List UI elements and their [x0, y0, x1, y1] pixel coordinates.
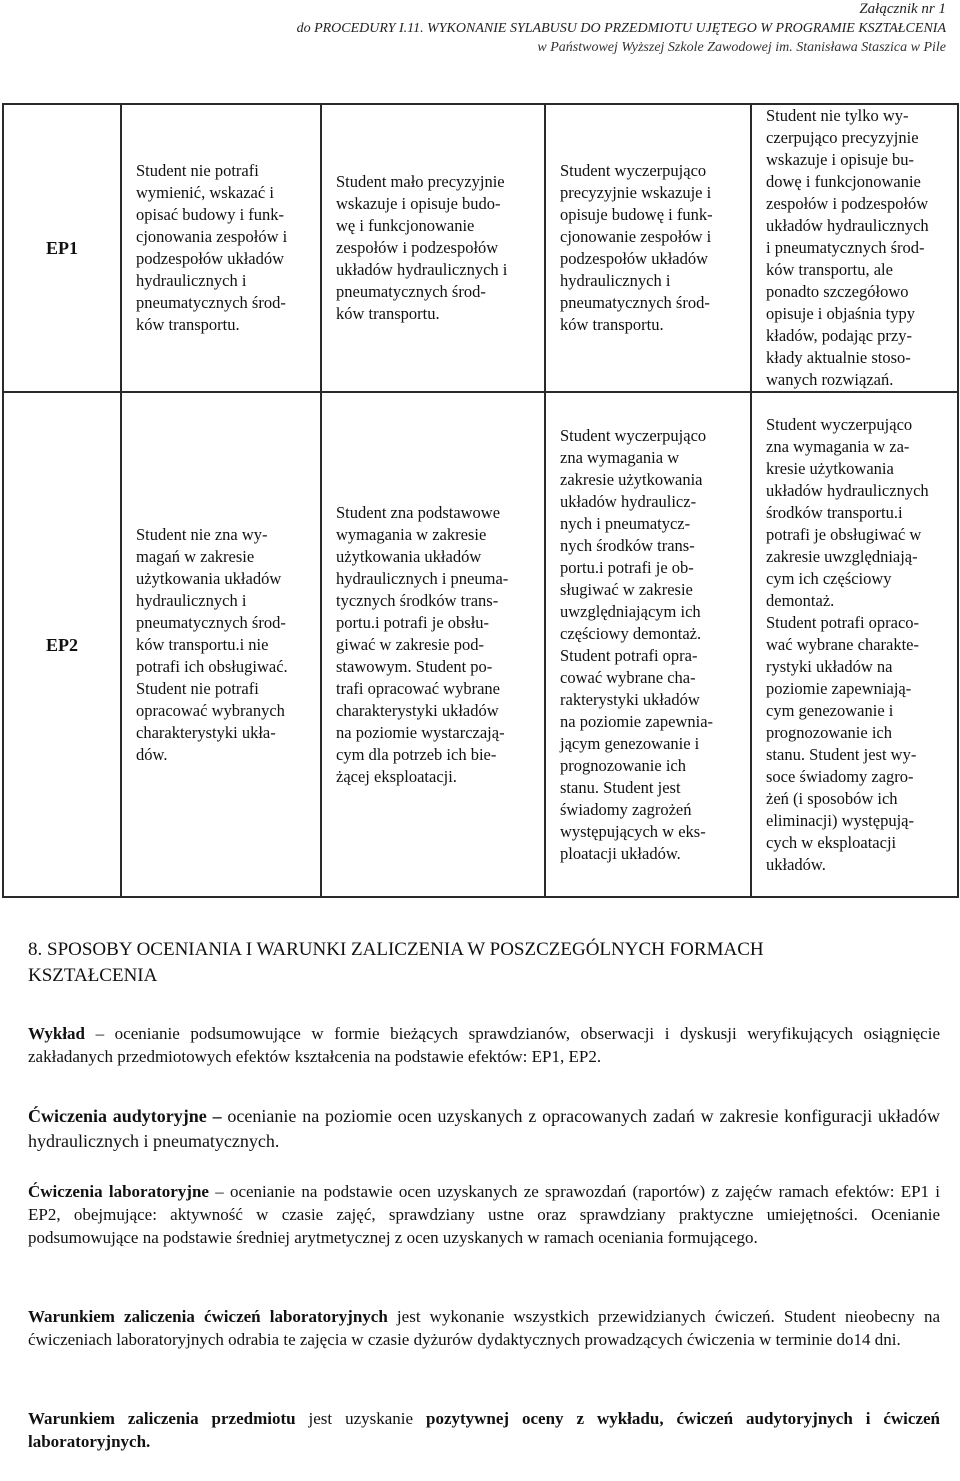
grade-cell [321, 392, 545, 897]
paragraph-label: Warunkiem zaliczenia przedmiotu [28, 1409, 296, 1428]
procedure-title: do PROCEDURY I.11. WYKONANIE SYLABUSU DO PRZEDMIOTU UJĘTEGO W PROGRAMIE KSZTAŁCENIA [296, 21, 946, 36]
effect-label: EP1 [3, 104, 121, 392]
effect-label: EP2 [3, 392, 121, 897]
paragraph-label: Ćwiczenia audytoryjne [28, 1106, 207, 1126]
grade-text: Student nie potrafi wymienić, wskazać i opisać budowy i funk- cjonowania zespołów i podzespołów układów hydraulicznych i pneumatycznych środ- ków transportu. [136, 161, 288, 334]
grade-text: Student wyczerpująco precyzyjnie wskazuje i opisuje budowę i funk- cjonowanie zespołów i podzespołów układów hydraulicznych i pneumatycznych środ- ków transportu. [560, 161, 713, 334]
grade-cell [121, 104, 321, 392]
attachment-label: Załącznik nr 1 [859, 1, 946, 17]
course-pass-condition-paragraph [28, 1407, 940, 1453]
institution-name: w Państwowej Wyższej Szkole Zawodowej im. Stanisława Staszica w Pile [537, 40, 946, 55]
paragraph-text: – ocenianie podsumowujące w formie bieżących sprawdzianów, obserwacji i dyskusji weryfikujących osiągnięcie zakładanych przedmiotowych efektów kształcenia na podstawie efektów: EP1, EP2. [28, 1024, 940, 1066]
paragraph-label: Ćwiczenia laboratoryjne [28, 1182, 209, 1201]
document-header [297, 0, 946, 57]
section-heading: 8. SPOSOBY OCENIANIA I WARUNKI ZALICZENIA W POSZCZEGÓLNYCH FORMACH KSZTAŁCENIA [28, 939, 764, 986]
grade-text: Student wyczerpująco zna wymagania w za- kresie użytkowania układów hydraulicznych środków transportu.i potrafi je obsługiwać w zakresie uwzględniają- cym ich częściowy demontaż. Student potrafi opraco- wać wybrane charakte- rystyki układów na poziomie zapewniają- cym genezowanie i prognozowanie ich stanu. Student jest wy- soce świadomy zagro- żeń (i sposobów ich eliminacji) występują- cych w eksploatacji układów. [766, 414, 929, 874]
grade-text: Student mało precyzyjnie wskazuje i opisuje budo- wę i funkcjonowanie zespołów i podzespołów układów hydraulicznych i pneumatycznych środ- ków transportu. [336, 172, 508, 323]
grading-criteria-table [2, 103, 959, 898]
table-row [3, 104, 958, 392]
lab-exercises-paragraph [28, 1180, 940, 1249]
grade-text: Student nie tylko wy- czerpująco precyzyjnie wskazuje i opisuje bu- dowę i funkcjonowanie zespołów i podzespołów układów hydraulicznych i pneumatycznych środ- ków transportu, ale ponadto szczegółowo opisuje i objaśnia typy kładów, podając przy- kłady aktualnie stoso- wanych rozwiązań. [766, 106, 929, 389]
table-row [3, 392, 958, 897]
paragraph-text: jest wykonanie wszystkich przewidzianych ćwiczeń. Student nieobecny na ćwiczeniach laboratoryjnych odrabia te zajęcia w czasie dyżurów dydaktycznych prowadzących ćwiczenia w terminie do14 dni. [28, 1307, 941, 1349]
paragraph-text: jest uzyskanie [295, 1409, 426, 1428]
grade-cell [121, 392, 321, 897]
paragraph-label: Warunkiem zaliczenia ćwiczeń laboratoryjnych [28, 1307, 388, 1326]
grade-text: Student wyczerpująco zna wymagania w zakresie użytkowania układów hydraulicz- nych i pneumatycz- nych środków trans- portu.i potrafi je ob- sługiwać w zakresie uwzględniającym ich częściowy demontaż. Student potrafi opra- cować wybrane cha- rakterystyki układów na poziomie zapewnia- jącym genezowanie i prognozowanie ich stanu. Student jest świadomy zagrożeń występujących w eks- ploatacji układów. [560, 425, 714, 863]
lab-pass-condition-paragraph [28, 1305, 940, 1351]
grade-cell [545, 104, 751, 392]
grade-cell [751, 392, 958, 897]
auditory-exercises-paragraph [28, 1104, 940, 1154]
grade-cell [545, 392, 751, 897]
paragraph-text: ocenianie na poziomie ocen uzyskanych z opracowanych zadań w zakresie konfiguracji układów hydraulicznych i pneumatycznych. [28, 1106, 941, 1151]
grade-text: Student nie zna wy- magań w zakresie użytkowania układów hydraulicznych i pneumatycznych środ- ków transportu.i nie potrafi ich obsługiwać. Student nie potrafi opracować wybranych charakterystyki ukła- dów. [136, 524, 288, 764]
paragraph-text: – ocenianie na podstawie ocen uzyskanych ze sprawozdań (raportów) z zajęćw ramach efektów: EP1 i EP2, obejmujące: aktywność w czasie zajęć, sprawdziany ustne oraz sprawdziany praktyczne umiejętności. Ocenianie podsumowujące na podstawie średniej arytmetycznej z ocen uzyskanych w ramach oceniania formującego. [28, 1182, 941, 1247]
grade-text: Student zna podstawowe wymagania w zakresie użytkowania układów hydraulicznych i pneuma- tycznych środków trans- portu.i potrafi je obsłu- giwać w zakresie pod- stawowym. Student po- trafi opracować wybrane charakterystyki układów na poziomie wystarczają- cym dla potrzeb ich bie- żącej eksploatacji. [336, 502, 509, 786]
lecture-assessment-paragraph [28, 1022, 940, 1068]
paragraph-label: Wykład [28, 1024, 86, 1043]
paragraph-emphasis: pozytywnej oceny z wykładu, ćwiczeń audytoryjnych i ćwiczeń laboratoryjnych. [28, 1409, 940, 1451]
grade-cell [321, 104, 545, 392]
paragraph-dash: – [206, 1106, 228, 1126]
grade-cell [751, 104, 958, 392]
